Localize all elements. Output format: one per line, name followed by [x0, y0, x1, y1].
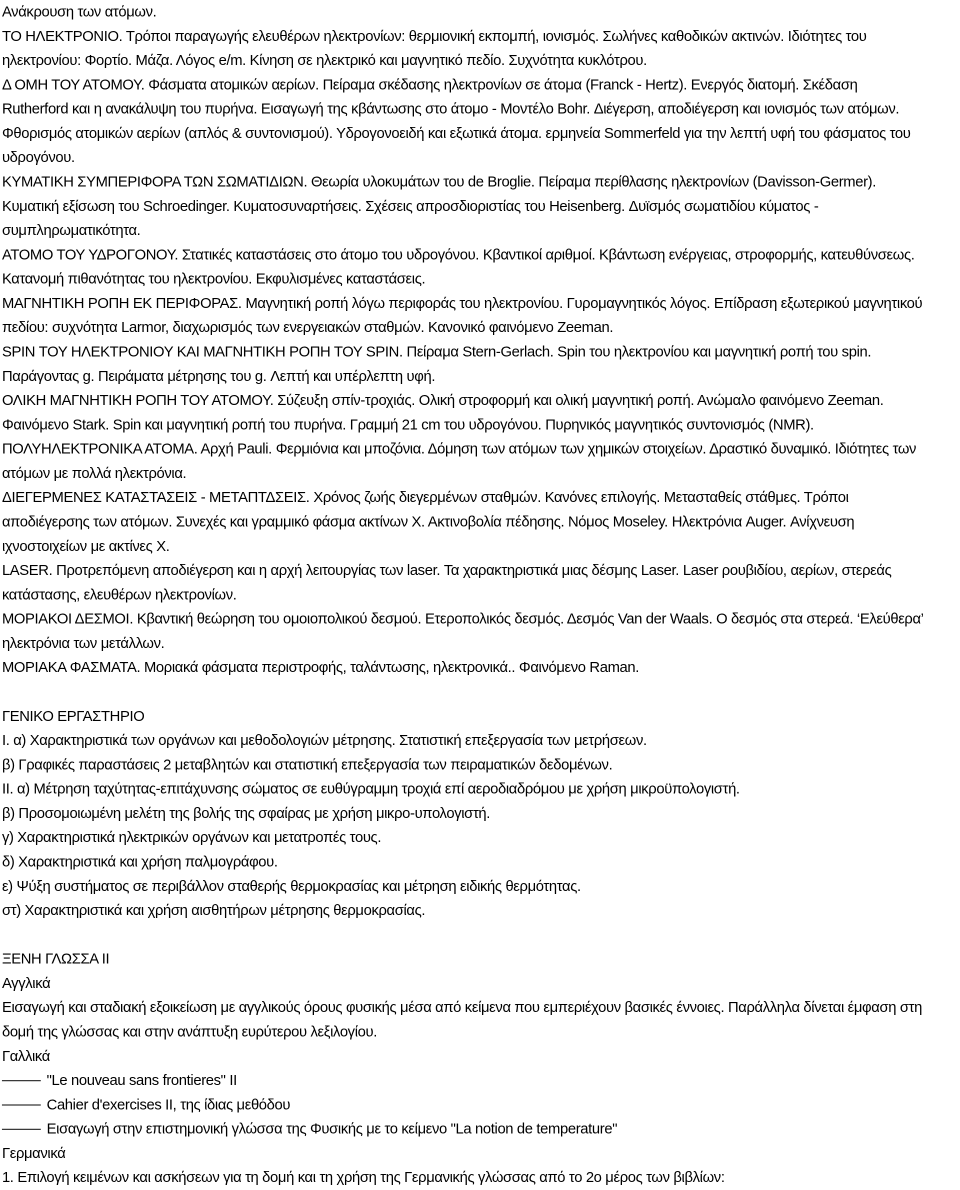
french-item	[2, 1069, 927, 1093]
physics-paragraph: ΑΤΟΜΟ ΤΟΥ ΥΔΡΟΓΟΝΟΥ. Στατικές καταστάσεις στο άτομο του υδρογόνου. Κβαντικοί αριθμοί. Κβάντωση ενέργειας, στροφορμής, κατευθύνσεως. Κατανομή πιθανότητας του ηλεκτρονίου. Εκφυλισμένες καταστάσεις.	[1, 246, 915, 288]
lab-item: β) Προσομοιωμένη μελέτη της βολής της σφαίρας με χρήση μικρο-υπολογιστή.	[1, 805, 491, 822]
french-item-text: Cahier d'exercises II, της ίδιας μεθόδου	[46, 1096, 291, 1114]
french-item-text: "Le nouveau sans frontieres" II	[46, 1072, 237, 1089]
french-item	[2, 1117, 927, 1141]
lab-item: ΙΙ. α) Μέτρηση ταχύτητας-επιτάχυνσης σώματος σε ευθύγραμμη τροχιά επί αεροδιαδρόμου με χρήση μικροϋπολογιστή.	[1, 781, 740, 798]
french-item-text: Εισαγωγή στην επιστημονική γλώσσα της Φυσικής με το κείμενο "La notion de temperature"	[46, 1121, 618, 1138]
physics-paragraph: ΜΟΡΙΑΚΟΙ ΔΕΣΜΟΙ. Κβαντική θεώρηση του ομοιοπολικού δεσμού. Ετεροπολικός δεσμός. Δεσμός Van der Waals. Ο δεσμός στα στερεά. ‘Ελεύθερα’ ηλεκτρόνια των μετάλλων.	[1, 611, 924, 652]
lab-item: γ) Χαρακτηριστικά ηλεκτρικών οργάνων και μετατροπές τους.	[1, 829, 382, 847]
physics-paragraph: ΜΟΡΙΑΚΑ ΦΑΣΜΑΤΑ. Μοριακά φάσματα περιστροφής, ταλάντωσης, ηλεκτρονικά.. Φαινόμενο Raman.	[1, 659, 640, 677]
lab-section-title: ΓΕΝΙΚΟ ΕΡΓΑΣΤΗΡΙΟ	[1, 708, 145, 725]
dash-bullet	[2, 1105, 41, 1106]
physics-paragraph: ΤΟ ΗΛΕΚΤΡΟΝΙΟ. Τρόποι παραγωγής ελευθέρων ηλεκτρονίων: θερμιονική εκπομπή, ιονισμός. Σωλήνες καθοδικών ακτινών. Ιδιότητες του ηλεκτρονίου: Φορτίο. Μάζα. Λόγος e/m. Κίνηση σε ηλεκτρικό και μαγνητικό πεδίο. Συχνότητα κυκλότρου.	[1, 28, 867, 69]
section-gap	[2, 923, 927, 947]
physics-paragraph: Ανάκρουση των ατόμων.	[1, 3, 157, 21]
section-gap	[2, 680, 927, 704]
physics-paragraph: LASER. Προτρεπόμενη αποδιέγερση και η αρχή λειτουργίας των laser. Τα χαρακτηριστικά μιας δέσμης Laser. Laser ρουβιδίου, αερίων, στερεάς κατάστασης, ελευθέρων ηλεκτρονίων.	[1, 562, 892, 604]
lab-item: δ) Χαρακτηριστικά και χρήση παλμογράφου.	[1, 853, 278, 871]
german-label: Γερμανικά	[1, 1145, 66, 1162]
english-label: Αγγλικά	[1, 975, 51, 992]
physics-paragraph: Δ ΟΜΗ ΤΟΥ ΑΤΟΜΟΥ. Φάσματα ατομικών αερίων. Πείραμα σκέδασης ηλεκτρονίων σε άτομα (Franck - Hertz). Ενεργός διατομή. Σκέδαση Rutherford και η ανακάλυψη του πυρήνα. Εισαγωγή της κβάντωσης στο άτομο - Μοντέλο Bohr. Διέγερση, αποδιέγερση και ιονισμός των ατόμων. Φθορισμός ατομικών αερίων (απλός & συντονισμού). Υδρογονοειδή και εξωτικά άτομα. ερμηνεία Sommerfeld για την λεπτή υφή του φάσματος του υδρογόνου.	[1, 76, 911, 167]
dash-bullet	[2, 1081, 41, 1082]
physics-paragraph: SPIN ΤΟΥ ΗΛΕΚΤΡΟΝΙΟΥ ΚΑΙ ΜΑΓΝΗΤΙΚΗ ΡΟΠΗ ΤΟΥ SPIN. Πείραμα Stern-Gerlach. Spin του ηλεκτρονίου και μαγνητική ροπή του spin. Παράγοντας g. Πειράματα μέτρησης του g. Λεπτή και υπέρλεπτη υφή.	[1, 343, 872, 385]
lab-item: Ι. α) Χαρακτηριστικά των οργάνων και μεθοδολογιών μέτρησης. Στατιστική επεξεργασία των μετρήσεων.	[1, 732, 647, 749]
physics-paragraph: ΠΟΛΥΗΛΕΚΤΡΟΝΙΚΑ ΑΤΟΜΑ. Αρχή Pauli. Φερμιόνια και μποζόνια. Δόμηση των ατόμων των χημικών στοιχείων. Δραστικό δυναμικό. Ιδιότητες των ατόμων με πολλά ηλεκτρόνια.	[1, 441, 917, 482]
english-text: Εισαγωγή και σταδιακή εξοικείωση με αγγλικούς όρους φυσικής μέσα από κείμενα που εμπεριέχουν βασικές έννοιες. Παράλληλα δίνεται έμφαση στη δομή της γλώσσας και στην ανάπτυξη ευρύτερου λεξιλογίου.	[1, 999, 922, 1041]
french-label: Γαλλικά	[1, 1048, 50, 1065]
physics-paragraph: ΔΙΕΓΕΡΜΕΝΕΣ ΚΑΤΑΣΤΑΣΕΙΣ - ΜΕΤΑΠΤΔΣΕΙΣ. Χρόνος ζωής διεγερμένων σταθμών. Κανόνες επιλογής. Μετασταθείς στάθμες. Τρόποι αποδιέγερσης των ατόμων. Συνεχές και γραμμικό φάσμα ακτίνων Χ. Ακτινοβολία πέδησης. Νόμος Moseley. Ηλεκτρόνια Auger. Ανίχνευση ιχνοστοιχείων με ακτίνες Χ.	[1, 489, 855, 555]
lab-item: στ) Χαρακτηριστικά και χρήση αισθητήρων μέτρησης θερμοκρασίας.	[1, 902, 426, 919]
language-section-title: ΞΕΝΗ ΓΛΩΣΣΑ ΙΙ	[1, 951, 110, 968]
lab-item: β) Γραφικές παραστάσεις 2 μεταβλητών και στατιστική επεξεργασία των πειραματικών δεδομένων.	[1, 756, 613, 774]
dash-bullet	[2, 1129, 41, 1130]
lab-item: ε) Ψύξη συστήματος σε περιβάλλον σταθερής θερμοκρασίας και μέτρηση ειδικής θερμότητας.	[1, 878, 581, 895]
physics-paragraph: ΟΛΙΚΗ ΜΑΓΝΗΤΙΚΗ ΡΟΠΗ ΤΟΥ ΑΤΟΜΟΥ. Σύζευξη σπίν-τροχιάς. Ολική στροφορμή και ολική μαγνητική ροπή. Ανώμαλο φαινόμενο Zeeman. Φαινόμενο Stark. Spin και μαγνητική ροπή του πυρήνα. Γραμμή 21 cm του υδρογόνου. Πυρηνικός μαγνητικός συντονισμός (NMR).	[1, 392, 884, 434]
physics-paragraph: ΜΑΓΝΗΤΙΚΗ ΡΟΠΗ ΕΚ ΠΕΡΙΦΟΡΑΣ. Μαγνητική ροπή λόγω περιφοράς του ηλεκτρονίου. Γυρομαγνητικός λόγος. Επίδραση εξωτερικού μαγνητικού πεδίου: συχνότητα Larmor, διαχωρισμός των ενεργειακών σταθμών. Κανονικό φαινόμενο Zeeman.	[1, 295, 923, 337]
french-item	[2, 1093, 927, 1117]
physics-paragraph: ΚΥΜΑΤΙΚΗ ΣΥΜΠΕΡΙΦΟΡΑ ΤΩΝ ΣΩΜΑΤΙΔΙΩΝ. Θεωρία υλοκυμάτων του de Broglie. Πείραμα περίθλασης ηλεκτρονίων (Davisson-Germer). Κυματική εξίσωση του Schroedinger. Κυματοσυναρτήσεις. Σχέσεις απροσδιοριστίας του Heisenberg. Δυϊσμός σωματιδίου κύματος - συμπληρωματικότητα.	[1, 173, 877, 239]
german-text: 1. Επιλογή κειμένων και ασκήσεων για τη δομή και τη χρήση της Γερμανικής γλώσσας από το 2ο μέρος των βιβλίων:	[1, 1169, 725, 1187]
